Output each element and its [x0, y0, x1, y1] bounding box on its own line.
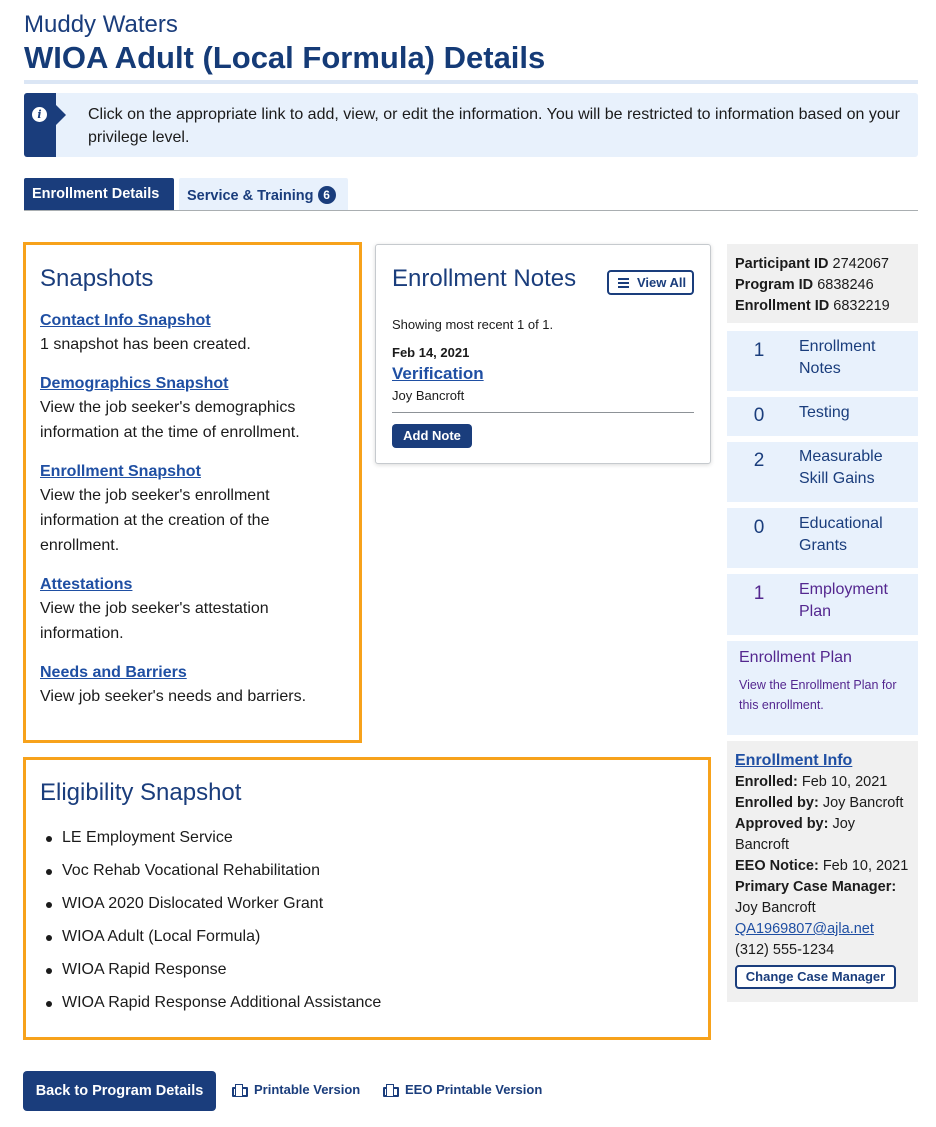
note-date: Feb 14, 2021 [392, 345, 470, 360]
contact-info-snapshot-link[interactable]: Contact Info Snapshot [40, 312, 211, 329]
enrolled-by-label: Enrolled by: [735, 795, 819, 811]
eligibility-panel [23, 757, 711, 1040]
list-item: LE Employment Service [40, 826, 381, 859]
printable-version-label: Printable Version [254, 1082, 361, 1097]
participant-id-label: Participant ID [735, 256, 829, 272]
snapshot-description: View job seeker's needs and barriers. [40, 688, 307, 705]
snapshot-description: View the job seeker's enrollment information at the creation of the enrollment. [40, 487, 270, 554]
count-value: 1 [753, 340, 765, 361]
case-manager-email-link[interactable]: QA1969807@ajla.net [735, 921, 874, 937]
demographics-snapshot-link[interactable]: Demographics Snapshot [40, 375, 229, 392]
tab-service-training[interactable] [179, 178, 348, 210]
count-label: Measurable Skill Gains [799, 448, 883, 487]
printer-icon [232, 1084, 244, 1095]
tab-bar [24, 178, 918, 211]
program-id-value: 6838246 [817, 277, 874, 293]
attestations-link[interactable]: Attestations [40, 576, 133, 593]
info-icon: i [32, 107, 47, 122]
note-title-link[interactable]: Verification [392, 364, 484, 383]
enrollment-snapshot-link[interactable]: Enrollment Snapshot [40, 463, 201, 480]
info-alert [24, 93, 918, 157]
eligibility-title: Eligibility Snapshot [40, 779, 242, 806]
snapshots-title: Snapshots [40, 265, 154, 292]
count-label: Educational Grants [799, 515, 883, 554]
snapshot-description: View the job seeker's demographics information at the time of enrollment. [40, 399, 300, 441]
enrolled-label: Enrolled: [735, 774, 798, 790]
approved-by-value: Joy Bancroft [735, 816, 856, 853]
snapshot-description: 1 snapshot has been created. [40, 336, 251, 353]
enrolled-by-value: Joy Bancroft [822, 795, 904, 811]
note-author: Joy Bancroft [392, 388, 465, 403]
enrollment-id-value: 6832219 [833, 298, 890, 314]
count-educational-grants[interactable] [727, 508, 918, 568]
back-to-program-details-button[interactable]: Back to Program Details [23, 1071, 216, 1111]
page-title: WIOA Adult (Local Formula) Details [24, 40, 546, 75]
eligibility-list [40, 826, 381, 1024]
divider [392, 412, 694, 413]
add-note-button[interactable]: Add Note [392, 424, 472, 448]
list-item: WIOA Rapid Response Additional Assistance [40, 991, 381, 1024]
change-case-manager-button[interactable]: Change Case Manager [735, 965, 896, 989]
eeo-notice-value: Feb 10, 2021 [822, 858, 909, 874]
primary-case-manager-label: Primary Case Manager: [735, 879, 897, 895]
count-label: Testing [799, 404, 850, 421]
enrollment-notes-card [375, 244, 711, 464]
count-enrollment-notes[interactable] [727, 331, 918, 391]
alert-icon-strip [24, 93, 56, 157]
printer-icon [383, 1084, 395, 1095]
eeo-printable-version-label: EEO Printable Version [405, 1082, 543, 1097]
list-item: Voc Rehab Vocational Rehabilitation [40, 859, 381, 892]
snapshots-panel [23, 242, 362, 743]
enrollment-plan-title: Enrollment Plan [739, 649, 852, 666]
enrollment-id-label: Enrollment ID [735, 298, 830, 314]
eeo-notice-label: EEO Notice: [735, 858, 819, 874]
count-value: 0 [753, 517, 765, 538]
snapshot-description: View the job seeker's attestation information. [40, 600, 269, 642]
enrollment-info-box [727, 741, 918, 1002]
count-value: 0 [753, 405, 765, 426]
tab-count-badge: 6 [318, 186, 336, 204]
view-all-label: View All [637, 275, 687, 290]
enrolled-value: Feb 10, 2021 [801, 774, 888, 790]
notes-showing-text: Showing most recent 1 of 1. [392, 317, 554, 332]
enrollment-plan-description: View the Enrollment Plan for this enrollment. [739, 678, 897, 712]
eeo-printable-version-link[interactable] [383, 1082, 542, 1097]
enrollment-plan-box[interactable] [727, 641, 918, 735]
case-manager-name: Joy Bancroft [735, 900, 816, 916]
count-label: Employment Plan [799, 581, 888, 620]
program-id-label: Program ID [735, 277, 814, 293]
list-icon [618, 278, 629, 288]
count-value: 2 [753, 450, 765, 471]
alert-text: Click on the appropriate link to add, view, or edit the information. You will be restricted to information based on your privilege level. [88, 106, 901, 146]
page-subtitle: Muddy Waters [24, 11, 178, 38]
participant-id-value: 2742067 [832, 256, 889, 272]
count-value: 1 [753, 583, 765, 604]
approved-by-label: Approved by: [735, 816, 829, 832]
title-divider [24, 80, 918, 84]
tab-label: Service & Training [187, 188, 314, 204]
notes-title: Enrollment Notes [392, 265, 577, 292]
count-label: Enrollment Notes [799, 338, 876, 377]
printable-version-link[interactable] [232, 1082, 360, 1097]
count-measurable-skill-gains[interactable] [727, 442, 918, 502]
id-summary [727, 244, 918, 323]
enrollment-info-link[interactable]: Enrollment Info [735, 752, 853, 769]
count-employment-plan[interactable] [727, 574, 918, 635]
list-item: WIOA 2020 Dislocated Worker Grant [40, 892, 381, 925]
tab-label: Enrollment Details [32, 186, 160, 202]
list-item: WIOA Rapid Response [40, 958, 381, 991]
tab-enrollment-details[interactable] [24, 178, 174, 210]
list-item: WIOA Adult (Local Formula) [40, 925, 381, 958]
view-all-button[interactable] [607, 270, 694, 295]
count-testing[interactable] [727, 397, 918, 436]
case-manager-phone: (312) 555-1234 [735, 942, 835, 958]
needs-barriers-link[interactable]: Needs and Barriers [40, 664, 187, 681]
